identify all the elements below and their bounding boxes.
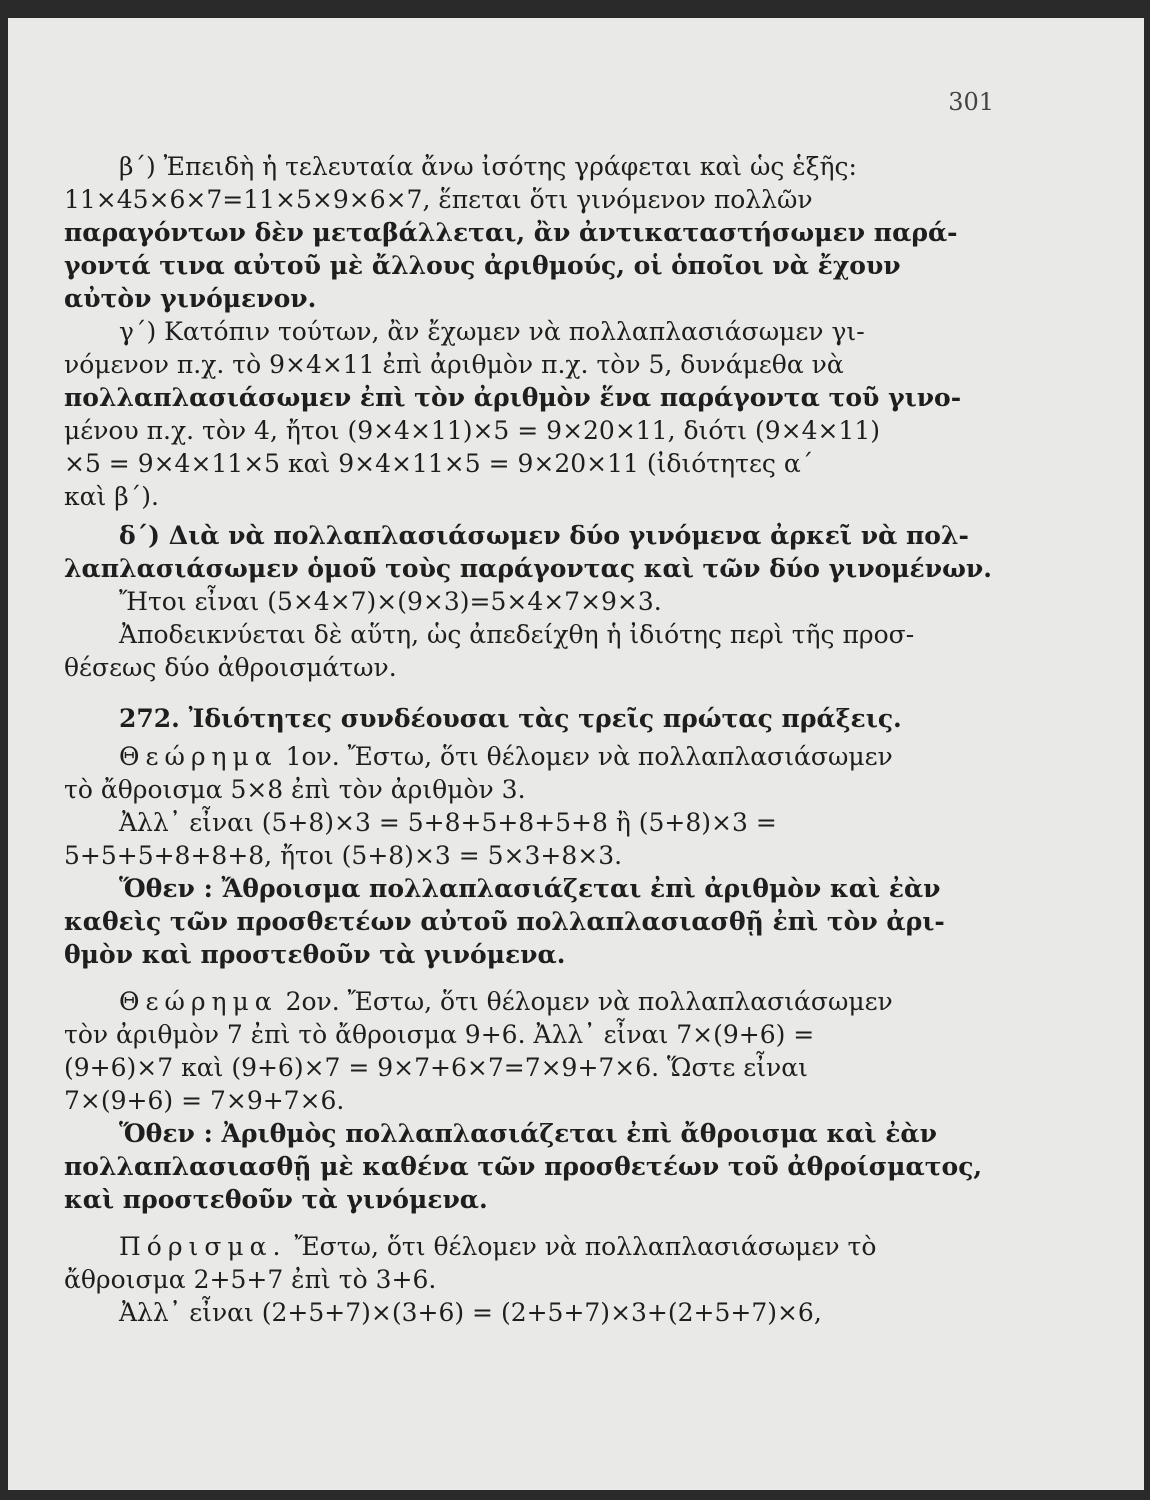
- theorem-2-label: Θεώρημα: [119, 987, 278, 1016]
- corollary: [64, 1230, 1004, 1329]
- line: Ἤτοι εἶναι (5×4×7)×(9×3)=5×4×7×9×3.: [119, 587, 662, 616]
- line: γ΄) Κατόπιν τούτων, ἂν ἔχωμεν νὰ πολλαπλασιάσωμεν γι-: [119, 317, 865, 346]
- para-beta: [64, 150, 1004, 315]
- theorem-1: [64, 740, 1004, 872]
- line: Ἀποδεικνύεται δὲ αὕτη, ὡς ἀπεδείχθη ἡ ἰδιότης περὶ τῆς προσ-: [119, 620, 915, 649]
- line: 1ον. Ἔστω, ὅτι θέλομεν νὰ πολλαπλασιάσωμεν: [285, 742, 893, 771]
- line: Ἀλλ᾽ εἶναι (2+5+7)×(3+6) = (2+5+7)×3+(2+5+7)×6,: [119, 1298, 822, 1327]
- line: παραγόντων δὲν μεταβάλλεται, ἂν ἀντικαταστήσωμεν παρά-: [64, 218, 958, 247]
- line: αὐτὸν γινόμενον.: [64, 284, 317, 313]
- line: καὶ β΄).: [64, 482, 159, 511]
- line: Ὅθεν : Ἀριθμὸς πολλαπλασιάζεται ἐπὶ ἄθροισμα καὶ ἐὰν: [119, 1119, 938, 1148]
- corollary-label: Πόρισμα.: [119, 1232, 287, 1261]
- section-title: [64, 702, 1004, 736]
- line: γοντά τινα αὐτοῦ μὲ ἄλλους ἀριθμούς, οἱ ὁποῖοι νὰ ἔχουν: [64, 251, 901, 280]
- line: θμὸν καὶ προστεθοῦν τὰ γινόμενα.: [64, 940, 566, 969]
- line: Ἀλλ᾽ εἶναι (5+8)×3 = 5+8+5+8+5+8 ἢ (5+8)×3 =: [119, 808, 777, 837]
- line: 2ον. Ἔστω, ὅτι θέλομεν νὰ πολλαπλασιάσωμεν: [285, 987, 893, 1016]
- line: καὶ προστεθοῦν τὰ γινόμενα.: [64, 1185, 488, 1214]
- line: πολλαπλασιασθῇ μὲ καθένα τῶν προσθετέων τοῦ ἀθροίσματος,: [64, 1152, 983, 1181]
- line: ἄθροισμα 2+5+7 ἐπὶ τὸ 3+6.: [64, 1265, 437, 1294]
- para-delta: [64, 519, 1004, 684]
- theorem-2-conclusion: [64, 1117, 1004, 1216]
- line: νόμενον π.χ. τὸ 9×4×11 ἐπὶ ἀριθμὸν π.χ. τὸν 5, δυνάμεθα νὰ: [64, 350, 844, 379]
- page-number: 301: [948, 88, 994, 116]
- line: μένου π.χ. τὸν 4, ἤτοι (9×4×11)×5 = 9×20×11, διότι (9×4×11): [64, 416, 880, 445]
- line: καθεὶς τῶν προσθετέων αὐτοῦ πολλαπλασιασθῇ ἐπὶ τὸν ἀρι-: [64, 907, 945, 936]
- theorem-2: [64, 985, 1004, 1117]
- line: πολλαπλασιάσωμεν ἐπὶ τὸν ἀριθμὸν ἕνα παράγοντα τοῦ γινο-: [64, 383, 962, 412]
- line: β΄) Ἐπειδὴ ἡ τελευταία ἄνω ἰσότης γράφεται καὶ ὡς ἑξῆς:: [119, 152, 857, 181]
- line: δ΄) Διὰ νὰ πολλαπλασιάσωμεν δύο γινόμενα ἀρκεῖ νὰ πολ-: [119, 521, 969, 550]
- line: τὸ ἄθροισμα 5×8 ἐπὶ τὸν ἀριθμὸν 3.: [64, 775, 526, 804]
- line: ×5 = 9×4×11×5 καὶ 9×4×11×5 = 9×20×11 (ἰδιότητες α΄: [64, 449, 814, 478]
- line: 7×(9+6) = 7×9+7×6.: [64, 1086, 345, 1115]
- line: Ὅθεν : Ἄθροισμα πολλαπλασιάζεται ἐπὶ ἀριθμὸν καὶ ἐὰν: [119, 874, 941, 903]
- section-title-text: 272. Ἰδιότητες συνδέουσαι τὰς τρεῖς πρώτας πράξεις.: [119, 704, 902, 733]
- line: Ἔστω, ὅτι θέλομεν νὰ πολλαπλασιάσωμεν τὸ: [294, 1232, 877, 1261]
- book-page: [8, 18, 1144, 1490]
- line: θέσεως δύο ἀθροισμάτων.: [64, 653, 397, 682]
- line: (9+6)×7 καὶ (9+6)×7 = 9×7+6×7=7×9+7×6. Ὥστε εἶναι: [64, 1053, 808, 1082]
- line: λαπλασιάσωμεν ὁμοῦ τοὺς παράγοντας καὶ τῶν δύο γινομένων.: [64, 554, 992, 583]
- theorem-1-conclusion: [64, 872, 1004, 971]
- page-body: [64, 150, 1004, 1329]
- line: τὸν ἀριθμὸν 7 ἐπὶ τὸ ἄθροισμα 9+6. Ἀλλ᾽ εἶναι 7×(9+6) =: [64, 1020, 815, 1049]
- para-gamma: [64, 315, 1004, 513]
- line: 11×45×6×7=11×5×9×6×7, ἕπεται ὅτι γινόμενον πολλῶν: [64, 185, 813, 214]
- line: 5+5+5+8+8+8, ἤτοι (5+8)×3 = 5×3+8×3.: [64, 841, 623, 870]
- theorem-1-label: Θεώρημα: [119, 742, 278, 771]
